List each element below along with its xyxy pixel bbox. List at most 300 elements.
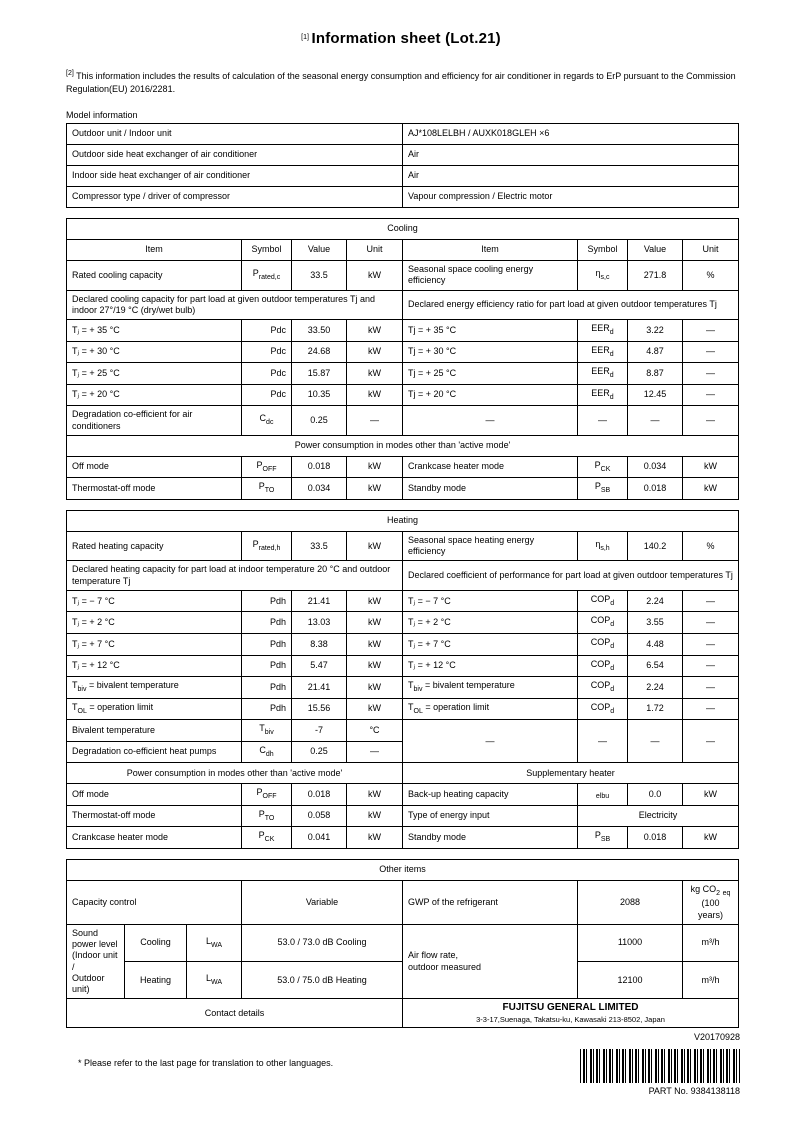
rated-cooling-symbol <box>242 261 292 291</box>
heating-declared-header-row <box>67 561 739 591</box>
symbol-sub: CK <box>600 465 611 473</box>
cooling-crankcase-symbol <box>578 456 628 478</box>
heating-pdh-value: 15.56 <box>292 698 347 720</box>
col-item: Item <box>67 240 242 261</box>
sound-power-value-heating: 53.0 / 75.0 dB Heating <box>242 962 403 999</box>
model-row-value: Air <box>403 145 739 166</box>
cooling-crankcase-label: Crankcase heater mode <box>403 456 578 478</box>
heating-cop-value: 2.24 <box>628 677 683 699</box>
heating-standby-symbol <box>578 827 628 849</box>
symbol-sub: OFF <box>262 465 277 473</box>
heating-modes-title-row <box>67 763 739 784</box>
sound-power-mode-cooling: Cooling <box>125 924 187 961</box>
cooling-eer-unit: — <box>683 363 739 385</box>
cooling-degradation-dash-4: — <box>683 406 739 436</box>
heating-cop-unit: — <box>683 655 739 677</box>
cooling-degradation-dash-1: — <box>403 406 578 436</box>
rated-heating-unit: kW <box>347 531 403 561</box>
cooling-crankcase-unit: kW <box>683 456 739 478</box>
cooling-pdc-unit: kW <box>347 363 403 385</box>
energy-input-type-label: Type of energy input <box>403 805 578 827</box>
table-row <box>67 124 739 145</box>
heating-operation-limit-label-right: $T_{OL}$ = operation limit <box>403 698 578 720</box>
part-number-value: 9384138118 <box>690 1086 740 1096</box>
intro-paragraph <box>66 69 740 96</box>
cooling-pdc-symbol: Pdc <box>242 363 292 385</box>
cooling-off-mode-symbol <box>242 456 292 478</box>
rated-heating-capacity-label: Rated heating capacity <box>67 531 242 561</box>
capacity-control-row <box>67 880 739 924</box>
cooling-pdc-value: 24.68 <box>292 341 347 363</box>
cooling-standby-symbol <box>578 478 628 500</box>
model-row-item: Outdoor side heat exchanger of air conditioner <box>67 145 403 166</box>
heating-tj-label: Tⱼ = + 12 °C <box>67 655 242 677</box>
heating-pdh-value: 21.41 <box>292 590 347 612</box>
cooling-eer-unit: — <box>683 341 739 363</box>
part-number-label: PART No. <box>648 1086 689 1096</box>
heating-pdh-value: 8.38 <box>292 633 347 655</box>
contact-details-label: Contact details <box>67 999 403 1028</box>
symbol-base: EER <box>591 387 610 398</box>
symbol-base: P <box>256 787 263 798</box>
heating-thermostat-off-label: Thermostat-off mode <box>67 805 242 827</box>
model-row-item: Outdoor unit / Indoor unit <box>67 124 403 145</box>
heating-pdh-symbol: Pdh <box>242 655 292 677</box>
symbol-sub: d <box>610 685 615 693</box>
cooling-title: Cooling <box>67 219 739 240</box>
symbol-sub: d <box>610 621 615 629</box>
cooling-standby-value: 0.018 <box>628 478 683 500</box>
table-row <box>67 698 739 720</box>
heating-cop-unit: — <box>683 698 739 720</box>
col-value-right: Value <box>628 240 683 261</box>
rated-heating-symbol <box>242 531 292 561</box>
heating-off-mode-unit: kW <box>347 784 403 806</box>
sound-power-symbol-heating <box>187 962 242 999</box>
barcode-block <box>580 1049 740 1096</box>
declared-cooling-capacity-header: Declared cooling capacity for part load at given outdoor temperatures Tj and indoor 27°/19 °C (dry/wet bulb) <box>67 290 403 320</box>
heating-cop-unit: — <box>683 677 739 699</box>
cooling-power-modes-title-row <box>67 435 739 456</box>
heating-right-dash-4: — <box>683 720 739 763</box>
symbol-base: L <box>205 973 211 984</box>
heating-tj-label: Tⱼ = + 2 °C <box>67 612 242 634</box>
cooling-tj-label-right: Tj = + 30 °C <box>403 341 578 363</box>
cooling-pdc-value: 15.87 <box>292 363 347 385</box>
heating-crankcase-symbol <box>242 827 292 849</box>
airflow-label-line1: Air flow rate, <box>408 950 459 961</box>
heating-thermostat-off-value: 0.058 <box>292 805 347 827</box>
heating-tj-label: Tⱼ = − 7 °C <box>67 590 242 612</box>
heating-cop-value: 2.24 <box>628 590 683 612</box>
symbol-base: P <box>594 830 601 841</box>
col-symbol: Symbol <box>242 240 292 261</box>
heating-bivalent-row-label: $T_{biv}$ = bivalent temperature <box>67 677 242 699</box>
seasonal-heating-value: 140.2 <box>628 531 683 561</box>
sound-power-label <box>67 924 125 999</box>
airflow-label-line2: outdoor measured <box>408 961 482 972</box>
symbol-sub: biv <box>264 728 274 736</box>
model-information-table <box>66 123 739 208</box>
symbol-base: P <box>258 808 265 819</box>
cooling-eer-value: 8.87 <box>628 363 683 385</box>
cooling-declared-header-row <box>67 290 739 320</box>
heating-cop-unit: — <box>683 633 739 655</box>
rated-cooling-unit: kW <box>347 261 403 291</box>
sound-power-label-line3: Outdoor unit) <box>72 972 105 995</box>
model-row-value: Vapour compression / Electric motor <box>403 187 739 208</box>
cooling-pdc-symbol: Pdc <box>242 320 292 342</box>
energy-input-type-value: Electricity <box>578 805 739 827</box>
model-row-item: Indoor side heat exchanger of air conditioner <box>67 166 403 187</box>
table-row <box>67 655 739 677</box>
cooling-title-row <box>67 219 739 240</box>
heating-pdh-symbol: Pdh <box>242 612 292 634</box>
cooling-rated-row <box>67 261 739 291</box>
heating-off-mode-symbol <box>242 784 292 806</box>
bivalent-temperature-value: -7 <box>292 720 347 742</box>
heating-pdh-unit: kW <box>347 655 403 677</box>
symbol-sub: d <box>610 599 615 607</box>
heating-tj-label-right: Tⱼ = + 7 °C <box>403 633 578 655</box>
col-symbol-right: Symbol <box>578 240 628 261</box>
symbol-base: COP <box>590 615 611 626</box>
symbol-base: P <box>252 268 259 279</box>
heating-pdh-symbol: Pdh <box>242 677 292 699</box>
cooling-tj-label-right: Tj = + 35 °C <box>403 320 578 342</box>
heating-cop-value: 4.48 <box>628 633 683 655</box>
col-value: Value <box>292 240 347 261</box>
cooling-degradation-value: 0.25 <box>292 406 347 436</box>
symbol-base: P <box>252 538 259 549</box>
symbol-base: COP <box>590 593 611 604</box>
cooling-pdc-unit: kW <box>347 320 403 342</box>
heating-rated-row <box>67 531 739 561</box>
heating-cop-symbol <box>578 612 628 634</box>
barcode-image <box>580 1049 740 1083</box>
backup-heating-capacity-symbol <box>578 784 628 806</box>
heating-cop-value: 3.55 <box>628 612 683 634</box>
heating-degradation-value: 0.25 <box>292 741 347 763</box>
heating-pdh-symbol: Pdh <box>242 698 292 720</box>
heating-crankcase-value: 0.041 <box>292 827 347 849</box>
gwp-unit <box>683 880 739 924</box>
symbol-sub: TO <box>264 487 275 495</box>
page-title-row <box>0 30 802 47</box>
symbol-base: P <box>258 830 265 841</box>
heating-degradation-unit: — <box>347 741 403 763</box>
page-title: Information sheet (Lot.21) <box>311 30 501 47</box>
table-row <box>67 478 739 500</box>
cooling-tj-label-right: Tj = + 20 °C <box>403 384 578 406</box>
seasonal-cooling-unit: % <box>683 261 739 291</box>
sound-power-label-line2: (Indoor unit / <box>72 950 118 972</box>
heating-right-dash-3: — <box>628 720 683 763</box>
heating-crankcase-label: Crankcase heater mode <box>67 827 242 849</box>
heating-cop-unit: — <box>683 612 739 634</box>
cooling-power-modes-title: Power consumption in modes other than 'active mode' <box>67 435 739 456</box>
cooling-eer-symbol <box>578 320 628 342</box>
airflow-label <box>403 924 578 999</box>
declared-heating-cop-header: Declared coefficient of performance for part load at given outdoor temperatures Tj <box>403 561 739 591</box>
cooling-standby-label: Standby mode <box>403 478 578 500</box>
heating-thermostat-off-symbol <box>242 805 292 827</box>
symbol-base: T <box>259 723 265 734</box>
heating-tj-label-right: Tⱼ = + 2 °C <box>403 612 578 634</box>
symbol-base: P <box>258 481 265 492</box>
heating-cop-symbol <box>578 677 628 699</box>
declared-heating-capacity-header: Declared heating capacity for part load at indoor temperature 20 °C and outdoor temperature Tj <box>67 561 403 591</box>
cooling-tj-label: Tⱼ = + 35 °C <box>67 320 242 342</box>
gwp-unit-sub: 2 <box>716 889 721 897</box>
heating-cop-symbol <box>578 655 628 677</box>
heating-power-modes-title: Power consumption in modes other than 'active mode' <box>67 763 403 784</box>
contact-details-value <box>403 999 739 1028</box>
cooling-crankcase-value: 0.034 <box>628 456 683 478</box>
capacity-control-label: Capacity control <box>67 880 242 924</box>
sound-power-label-line1: Sound power level <box>72 927 118 950</box>
table-row <box>67 363 739 385</box>
symbol-sub: dh <box>265 750 274 758</box>
symbol-sub: elbu <box>595 793 610 801</box>
table-row <box>67 827 739 849</box>
symbol-base: EER <box>591 344 610 355</box>
backup-heating-capacity-unit: kW <box>683 784 739 806</box>
company-name: FUJITSU GENERAL LIMITED <box>502 1002 639 1014</box>
sound-power-cooling-row <box>67 924 739 961</box>
gwp-unit-eq: eq <box>722 889 731 897</box>
airflow-value-2: 12100 <box>578 962 683 999</box>
table-row <box>67 633 739 655</box>
table-row <box>67 805 739 827</box>
cooling-off-mode-label: Off mode <box>67 456 242 478</box>
cooling-eer-symbol <box>578 341 628 363</box>
capacity-control-value: Variable <box>242 880 403 924</box>
cooling-header-row <box>67 240 739 261</box>
backup-heating-capacity-label: Back-up heating capacity <box>403 784 578 806</box>
heating-pdh-value: 21.41 <box>292 677 347 699</box>
symbol-base: COP <box>590 680 611 691</box>
symbol-base: COP <box>590 701 611 712</box>
heating-degradation-symbol <box>242 741 292 763</box>
company-address: 3-3-17,Suenaga, Takatsu-ku, Kawasaki 213-8502, Japan <box>476 1014 665 1024</box>
heating-title-row <box>67 510 739 531</box>
heating-tj-label-right: Tⱼ = − 7 °C <box>403 590 578 612</box>
heating-table <box>66 510 739 849</box>
cooling-degradation-dash-2: — <box>578 406 628 436</box>
seasonal-cooling-efficiency-label: Seasonal space cooling energy efficiency <box>403 261 578 291</box>
symbol-base: C <box>259 744 266 755</box>
cooling-pdc-value: 33.50 <box>292 320 347 342</box>
symbol-sub: WA <box>210 941 223 949</box>
symbol-base: P <box>594 481 601 492</box>
heating-pdh-unit: kW <box>347 698 403 720</box>
cooling-eer-symbol <box>578 384 628 406</box>
cooling-degradation-label: Degradation co-efficient for air conditioners <box>67 406 242 436</box>
heating-cop-symbol <box>578 633 628 655</box>
cooling-off-mode-unit: kW <box>347 456 403 478</box>
heating-cop-unit: — <box>683 590 739 612</box>
col-item-right: Item <box>403 240 578 261</box>
heating-pdh-symbol: Pdh <box>242 633 292 655</box>
symbol-base: η <box>595 268 601 279</box>
seasonal-cooling-symbol <box>578 261 628 291</box>
cooling-eer-value: 4.87 <box>628 341 683 363</box>
table-row <box>67 677 739 699</box>
symbol-sub: OFF <box>262 793 277 801</box>
symbol-sub: d <box>609 350 614 358</box>
seasonal-heating-symbol <box>578 531 628 561</box>
symbol-sub: s,c <box>600 273 610 281</box>
table-row <box>67 612 739 634</box>
table-row <box>67 145 739 166</box>
heating-thermostat-off-unit: kW <box>347 805 403 827</box>
cooling-degradation-unit: — <box>347 406 403 436</box>
symbol-sub: WA <box>210 978 223 986</box>
symbol-base: L <box>205 935 211 946</box>
cooling-off-mode-value: 0.018 <box>292 456 347 478</box>
symbol-base: C <box>259 413 267 424</box>
cooling-pdc-unit: kW <box>347 341 403 363</box>
col-unit: Unit <box>347 240 403 261</box>
cooling-thermostat-off-value: 0.034 <box>292 478 347 500</box>
table-row <box>67 456 739 478</box>
supplementary-heater-title: Supplementary heater <box>403 763 739 784</box>
table-row <box>67 590 739 612</box>
heating-bivalent-temp-row <box>67 720 739 742</box>
heating-pdh-symbol: Pdh <box>242 590 292 612</box>
gwp-label: GWP of the refrigerant <box>403 880 578 924</box>
cooling-pdc-symbol: Pdc <box>242 384 292 406</box>
symbol-sub: d <box>609 371 614 379</box>
heating-tj-label: Tⱼ = + 7 °C <box>67 633 242 655</box>
seasonal-cooling-value: 271.8 <box>628 261 683 291</box>
symbol-base: EER <box>591 366 610 377</box>
model-information-label: Model information <box>66 110 138 121</box>
sound-power-mode-heating: Heating <box>125 962 187 999</box>
declared-cooling-eer-header: Declared energy efficiency ratio for part load at given outdoor temperatures Tj <box>403 290 739 320</box>
heating-standby-unit: kW <box>683 827 739 849</box>
part-number-row <box>580 1086 740 1096</box>
symbol-sub: d <box>609 393 614 401</box>
cooling-pdc-unit: kW <box>347 384 403 406</box>
backup-heating-capacity-value: 0.0 <box>628 784 683 806</box>
other-items-title-row <box>67 859 739 880</box>
table-row <box>67 187 739 208</box>
table-row <box>67 341 739 363</box>
heating-title: Heating <box>67 510 739 531</box>
cooling-thermostat-off-unit: kW <box>347 478 403 500</box>
model-row-value: Air <box>403 166 739 187</box>
gwp-unit-years: (100 years) <box>698 898 724 920</box>
heating-cop-symbol <box>578 698 628 720</box>
cooling-degradation-symbol <box>242 406 292 436</box>
symbol-base: COP <box>590 658 611 669</box>
gwp-value: 2088 <box>578 880 683 924</box>
symbol-base: COP <box>590 636 611 647</box>
cooling-eer-value: 3.22 <box>628 320 683 342</box>
cooling-tj-label: Tⱼ = + 20 °C <box>67 384 242 406</box>
symbol-base: P <box>594 459 601 470</box>
heating-off-mode-label: Off mode <box>67 784 242 806</box>
heating-cop-value: 6.54 <box>628 655 683 677</box>
heating-standby-value: 0.018 <box>628 827 683 849</box>
heating-cop-value: 1.72 <box>628 698 683 720</box>
cooling-pdc-symbol: Pdc <box>242 341 292 363</box>
heating-tj-label-right: Tⱼ = + 12 °C <box>403 655 578 677</box>
contact-row <box>67 999 739 1028</box>
gwp-unit-main: kg CO <box>690 883 717 894</box>
table-row <box>67 784 739 806</box>
symbol-sub: d <box>610 642 615 650</box>
symbol-base: P <box>256 459 263 470</box>
heating-right-dash-2: — <box>578 720 628 763</box>
intro-text: This information includes the results of calculation of the seasonal energy consumption and efficiency for air conditioner in regards to ErP pursuant to the Commission Regulation(EU) 2016/2281. <box>66 71 736 95</box>
cooling-eer-unit: — <box>683 384 739 406</box>
cooling-eer-unit: — <box>683 320 739 342</box>
heating-right-dash-1: — <box>403 720 578 763</box>
heating-bivalent-row-label-right: $T_{biv}$ = bivalent temperature <box>403 677 578 699</box>
symbol-sub: d <box>610 707 615 715</box>
heating-off-mode-value: 0.018 <box>292 784 347 806</box>
heating-crankcase-unit: kW <box>347 827 403 849</box>
heating-pdh-unit: kW <box>347 633 403 655</box>
model-row-item: Compressor type / driver of compressor <box>67 187 403 208</box>
cooling-thermostat-off-symbol <box>242 478 292 500</box>
symbol-sub: SB <box>600 836 611 844</box>
title-marker: [1] <box>301 34 309 41</box>
airflow-unit-1: m³/h <box>683 924 739 961</box>
model-row-value: AJ*108LELBH / AUXK018GLEH ×6 <box>403 124 739 145</box>
heating-pdh-unit: kW <box>347 612 403 634</box>
seasonal-heating-unit: % <box>683 531 739 561</box>
cooling-tj-label: Tⱼ = + 25 °C <box>67 363 242 385</box>
airflow-value-1: 11000 <box>578 924 683 961</box>
intro-marker: [2] <box>66 70 74 77</box>
table-row <box>67 320 739 342</box>
heating-degradation-label: Degradation co-efficient heat pumps <box>67 741 242 763</box>
symbol-base: η <box>595 538 601 549</box>
heating-operation-limit-label: $T_{OL}$ = operation limit <box>67 698 242 720</box>
table-row <box>67 166 739 187</box>
rated-heating-value: 33.5 <box>292 531 347 561</box>
cooling-tj-label: Tⱼ = + 30 °C <box>67 341 242 363</box>
heating-pdh-value: 13.03 <box>292 612 347 634</box>
cooling-pdc-value: 10.35 <box>292 384 347 406</box>
seasonal-heating-efficiency-label: Seasonal space heating energy efficiency <box>403 531 578 561</box>
cooling-degradation-dash-3: — <box>628 406 683 436</box>
symbol-base: EER <box>591 323 610 334</box>
cooling-degradation-row <box>67 406 739 436</box>
sound-power-symbol-cooling <box>187 924 242 961</box>
rated-cooling-value: 33.5 <box>292 261 347 291</box>
bivalent-temperature-unit: °C <box>347 720 403 742</box>
other-items-table <box>66 859 739 1028</box>
symbol-sub: s,h <box>600 544 610 552</box>
heating-pdh-unit: kW <box>347 677 403 699</box>
heating-pdh-unit: kW <box>347 590 403 612</box>
rated-cooling-capacity-label: Rated cooling capacity <box>67 261 242 291</box>
symbol-sub: SB <box>600 487 611 495</box>
symbol-sub: CK <box>264 836 275 844</box>
bivalent-temperature-symbol <box>242 720 292 742</box>
symbol-sub: rated,h <box>258 544 281 552</box>
symbol-sub: TO <box>264 814 275 822</box>
cooling-standby-unit: kW <box>683 478 739 500</box>
version-code: V20170928 <box>693 1032 740 1043</box>
sound-power-value-cooling: 53.0 / 73.0 dB Cooling <box>242 924 403 961</box>
cooling-table <box>66 218 739 500</box>
